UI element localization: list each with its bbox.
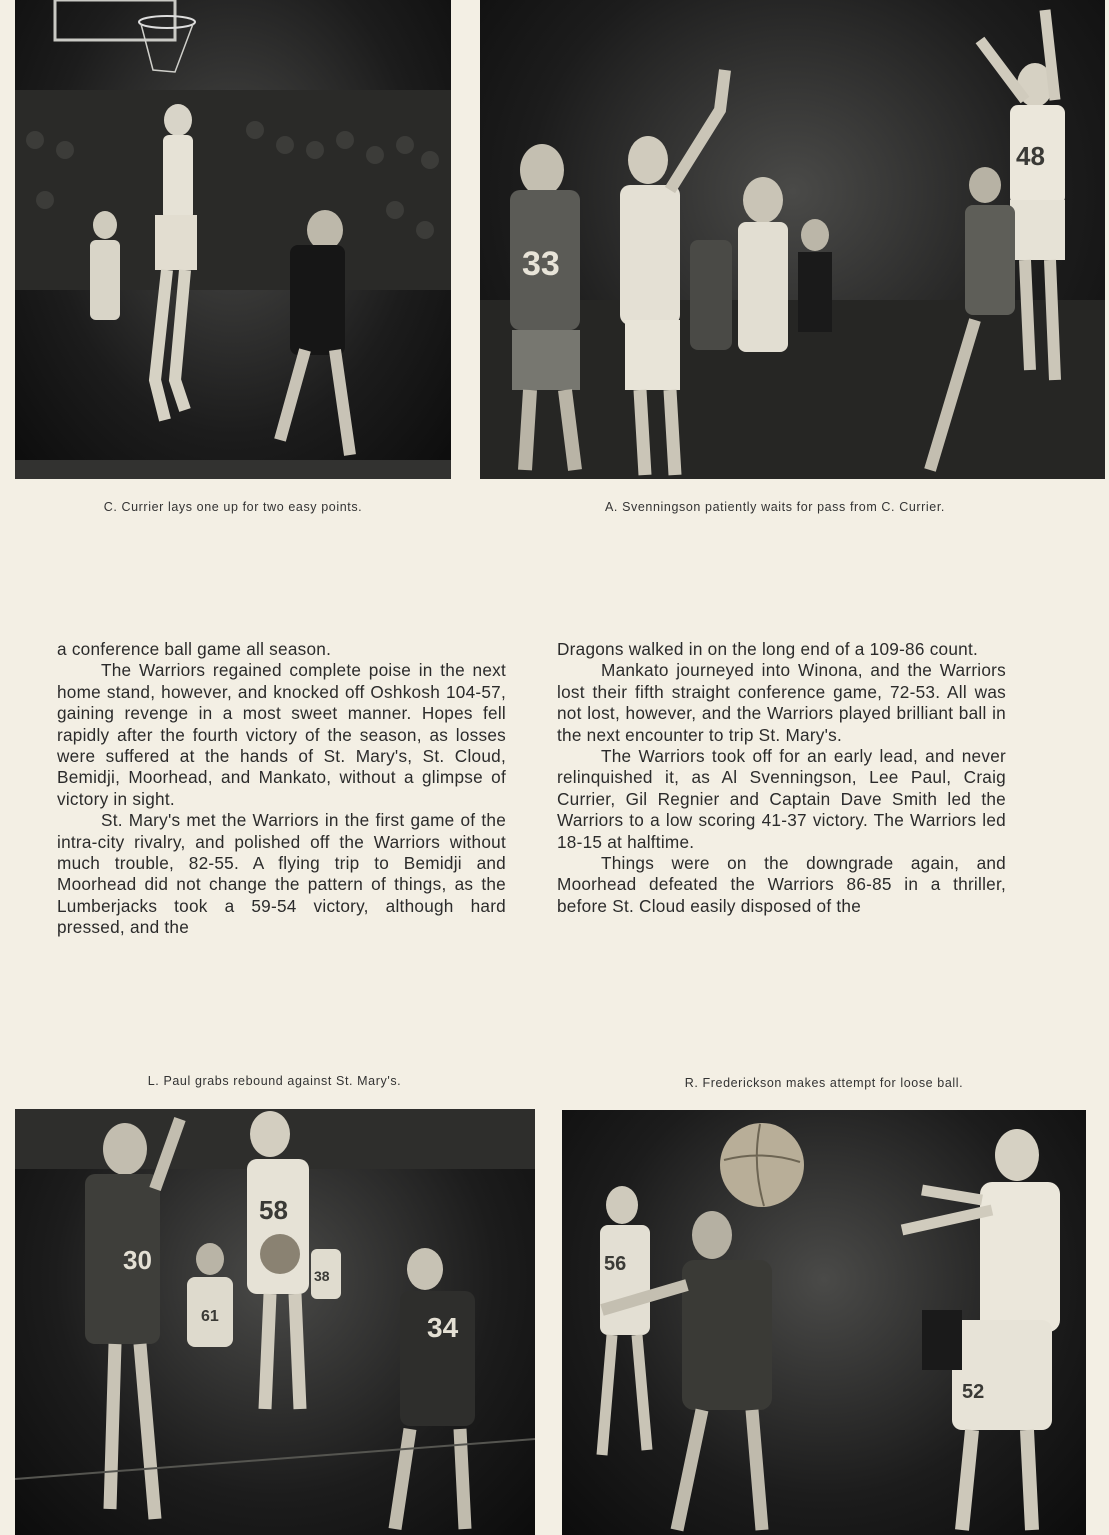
photo-frederickson-loose-ball (562, 1110, 1086, 1535)
article-paragraph: The Warriors regained complete poise in the next home stand, however, and knocked off Oshkosh 104-57, gaining revenge in a most sweet manner. Hopes fell rapidly after the fourth victory of the season, as losses were suffered at the hands of St. Mary's, St. Cloud, Bemidji, Moorhead, and Mankato, without a glimpse of victory in sight. (57, 660, 506, 809)
photo-paul-rebound (15, 1109, 535, 1535)
caption-photo-2: A. Svenningson patiently waits for pass from C. Currier. (605, 500, 945, 514)
jersey-number-52: 52 (962, 1381, 985, 1403)
article-paragraph: a conference ball game all season. (57, 639, 332, 659)
article-paragraph: Things were on the downgrade again, and Moorhead defeated the Warriors 86-85 in a thriller, before St. Cloud easily disposed of the (557, 853, 1006, 916)
caption-photo-3: L. Paul grabs rebound against St. Mary's. (147, 1074, 402, 1088)
article-paragraph: Dragons walked in on the long end of a 109-86 count. (557, 639, 979, 659)
photo-currier-layup (15, 0, 451, 479)
article-paragraph: St. Mary's met the Warriors in the first game of the intra-city rivalry, and polished off the Warriors without much trouble, 82-55. A flying trip to Bemidji and Moorhead did not change the pattern of things, as the Lumberjacks took a 59-54 victory, although hard pressed, and the (57, 810, 506, 938)
caption-photo-1: C. Currier lays one up for two easy points. (103, 500, 363, 514)
article-paragraph: The Warriors took off for an early lead, and never relinquished it, as Al Svenningson, Lee Paul, Craig Currier, Gil Regnier and Captain Dave Smith led the Warriors to a low scoring 41-37 victory. The Warriors led 18-15 at halftime. (557, 746, 1006, 852)
caption-photo-4: R. Frederickson makes attempt for loose ball. (684, 1076, 964, 1090)
jersey-number-30: 30 (123, 1245, 152, 1275)
jersey-number-61: 61 (201, 1308, 219, 1325)
article-paragraph: Mankato journeyed into Winona, and the Warriors lost their fifth straight conference game, 72-53. All was not lost, however, and the Warriors played brilliant ball in the next encounter to trip St. Mary's. (557, 660, 1006, 745)
article-column-left (57, 639, 506, 939)
article-column-right (557, 639, 1006, 917)
photo-svenningson-waits (480, 0, 1105, 479)
jersey-number-38: 38 (314, 1268, 330, 1284)
jersey-number-48: 48 (1016, 141, 1045, 171)
jersey-number-58: 58 (259, 1195, 288, 1225)
jersey-number-56: 56 (604, 1253, 627, 1275)
jersey-number-34: 34 (427, 1312, 459, 1343)
jersey-number-33: 33 (522, 245, 560, 283)
